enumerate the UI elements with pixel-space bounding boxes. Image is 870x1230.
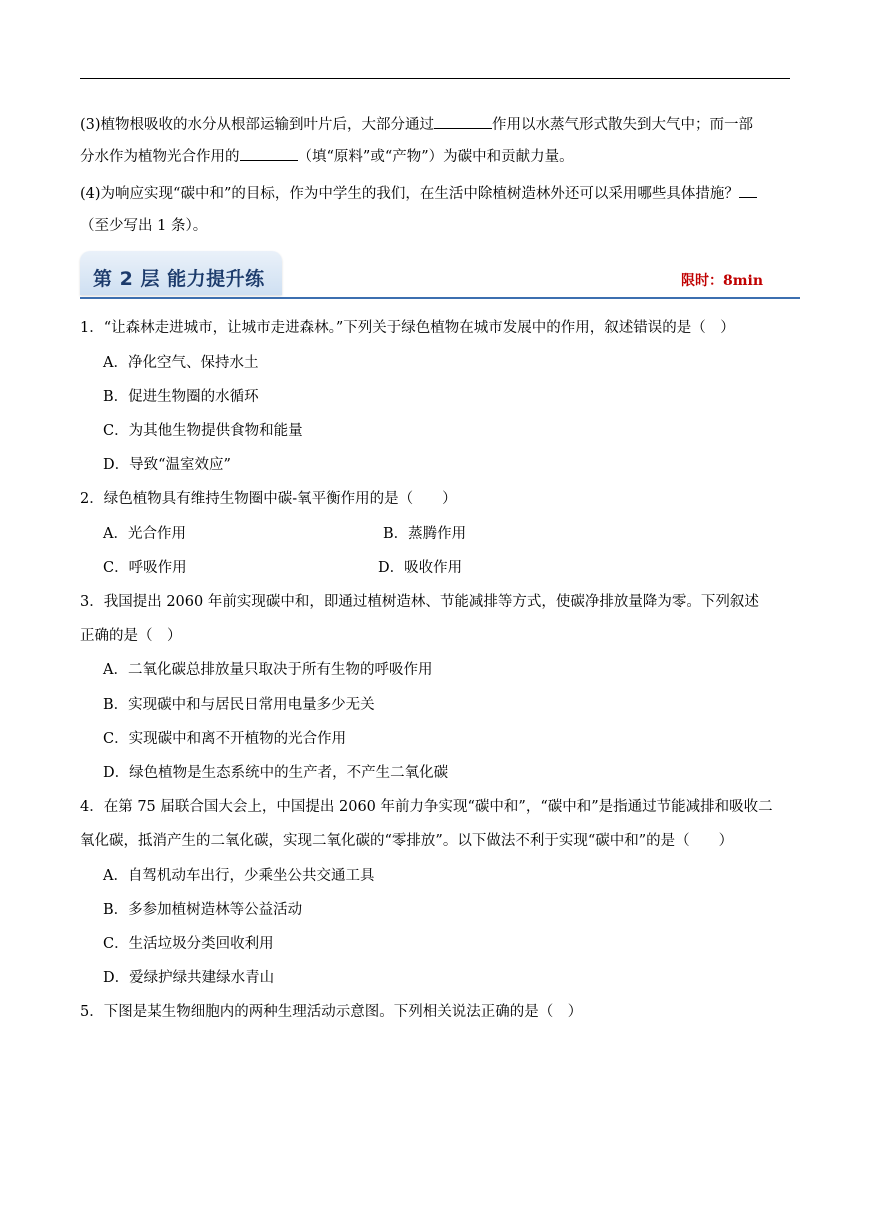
q4-stem-line2: 氧化碳，抵消产生的二氧化碳，实现二氧化碳的“零排放”。以下做法不利于实现“碳中和”的是（ ）: [80, 833, 734, 849]
q4-stem-line1: 4．在第 75 届联合国大会上，中国提出 2060 年前力争实现“碳中和”，“碳中和”是指通过节能减排和吸收二: [80, 799, 773, 815]
section-title: 第 2 层 能力提升练: [93, 268, 265, 290]
q3-stem-line2: 正确的是（ ）: [80, 628, 182, 644]
q4-option-a[interactable]: A．自驾机动车出行，少乘坐公共交通工具: [103, 868, 375, 884]
text: 分水作为植物光合作用的: [80, 149, 240, 165]
q5-stem: 5．下图是某生物细胞内的两种生理活动示意图。下列相关说法正确的是（ ）: [80, 1004, 583, 1020]
q3-part1-line1: [80, 114, 753, 135]
q1-stem: 1．“让森林走进城市，让城市走进森林。”下列关于绿色植物在城市发展中的作用，叙述错误的是（ ）: [80, 320, 735, 336]
q1-option-a[interactable]: A．净化空气、保持水土: [103, 355, 259, 371]
q4-option-c[interactable]: C．生活垃圾分类回收利用: [103, 936, 274, 952]
text: （填“原料”或“产物”）为碳中和贡献力量。: [297, 149, 574, 165]
q4-option-b[interactable]: B．多参加植树造林等公益活动: [103, 902, 303, 918]
text: (4)为响应实现“碳中和”的目标，作为中学生的我们，在生活中除植树造林外还可以采用哪些具体措施？: [80, 186, 739, 202]
text: 作用以水蒸气形式散失到大气中；而一部: [492, 117, 754, 133]
answer-blank[interactable]: [434, 114, 492, 129]
time-limit: 限时：8min: [681, 273, 764, 289]
q2-option-d[interactable]: D．吸收作用: [378, 560, 463, 576]
q4-part1-line2: （至少写出 1 条）。: [80, 218, 208, 234]
q2-option-b[interactable]: B．蒸腾作用: [383, 526, 467, 542]
q3-option-a[interactable]: A．二氧化碳总排放量只取决于所有生物的呼吸作用: [103, 662, 433, 678]
section-rule: [80, 297, 800, 299]
q3-stem-line1: 3．我国提出 2060 年前实现碳中和，即通过植树造林、节能减排等方式，使碳净排放量降为零。下列叙述: [80, 594, 759, 610]
q4-option-d[interactable]: D．爱绿护绿共建绿水青山: [103, 970, 275, 986]
text: (3)植物根吸收的水分从根部运输到叶片后，大部分通过: [80, 117, 435, 133]
q2-option-c[interactable]: C．呼吸作用: [103, 560, 187, 576]
q1-option-d[interactable]: D．导致“温室效应”: [103, 457, 231, 473]
q4-part1-line1: [80, 183, 757, 204]
q1-option-b[interactable]: B．促进生物圈的水循环: [103, 389, 259, 405]
q2-stem: 2．绿色植物具有维持生物圈中碳-氧平衡作用的是（ ）: [80, 491, 457, 507]
header-rule: [80, 78, 790, 79]
q3-option-d[interactable]: D．绿色植物是生态系统中的生产者，不产生二氧化碳: [103, 765, 449, 781]
q3-option-c[interactable]: C．实现碳中和离不开植物的光合作用: [103, 731, 347, 747]
q2-option-a[interactable]: A．光合作用: [103, 526, 186, 542]
q1-option-c[interactable]: C．为其他生物提供食物和能量: [103, 423, 303, 439]
answer-blank[interactable]: [240, 146, 298, 161]
q3-option-b[interactable]: B．实现碳中和与居民日常用电量多少无关: [103, 697, 375, 713]
q3-part1-line2: [80, 146, 574, 167]
answer-blank[interactable]: [739, 183, 757, 198]
